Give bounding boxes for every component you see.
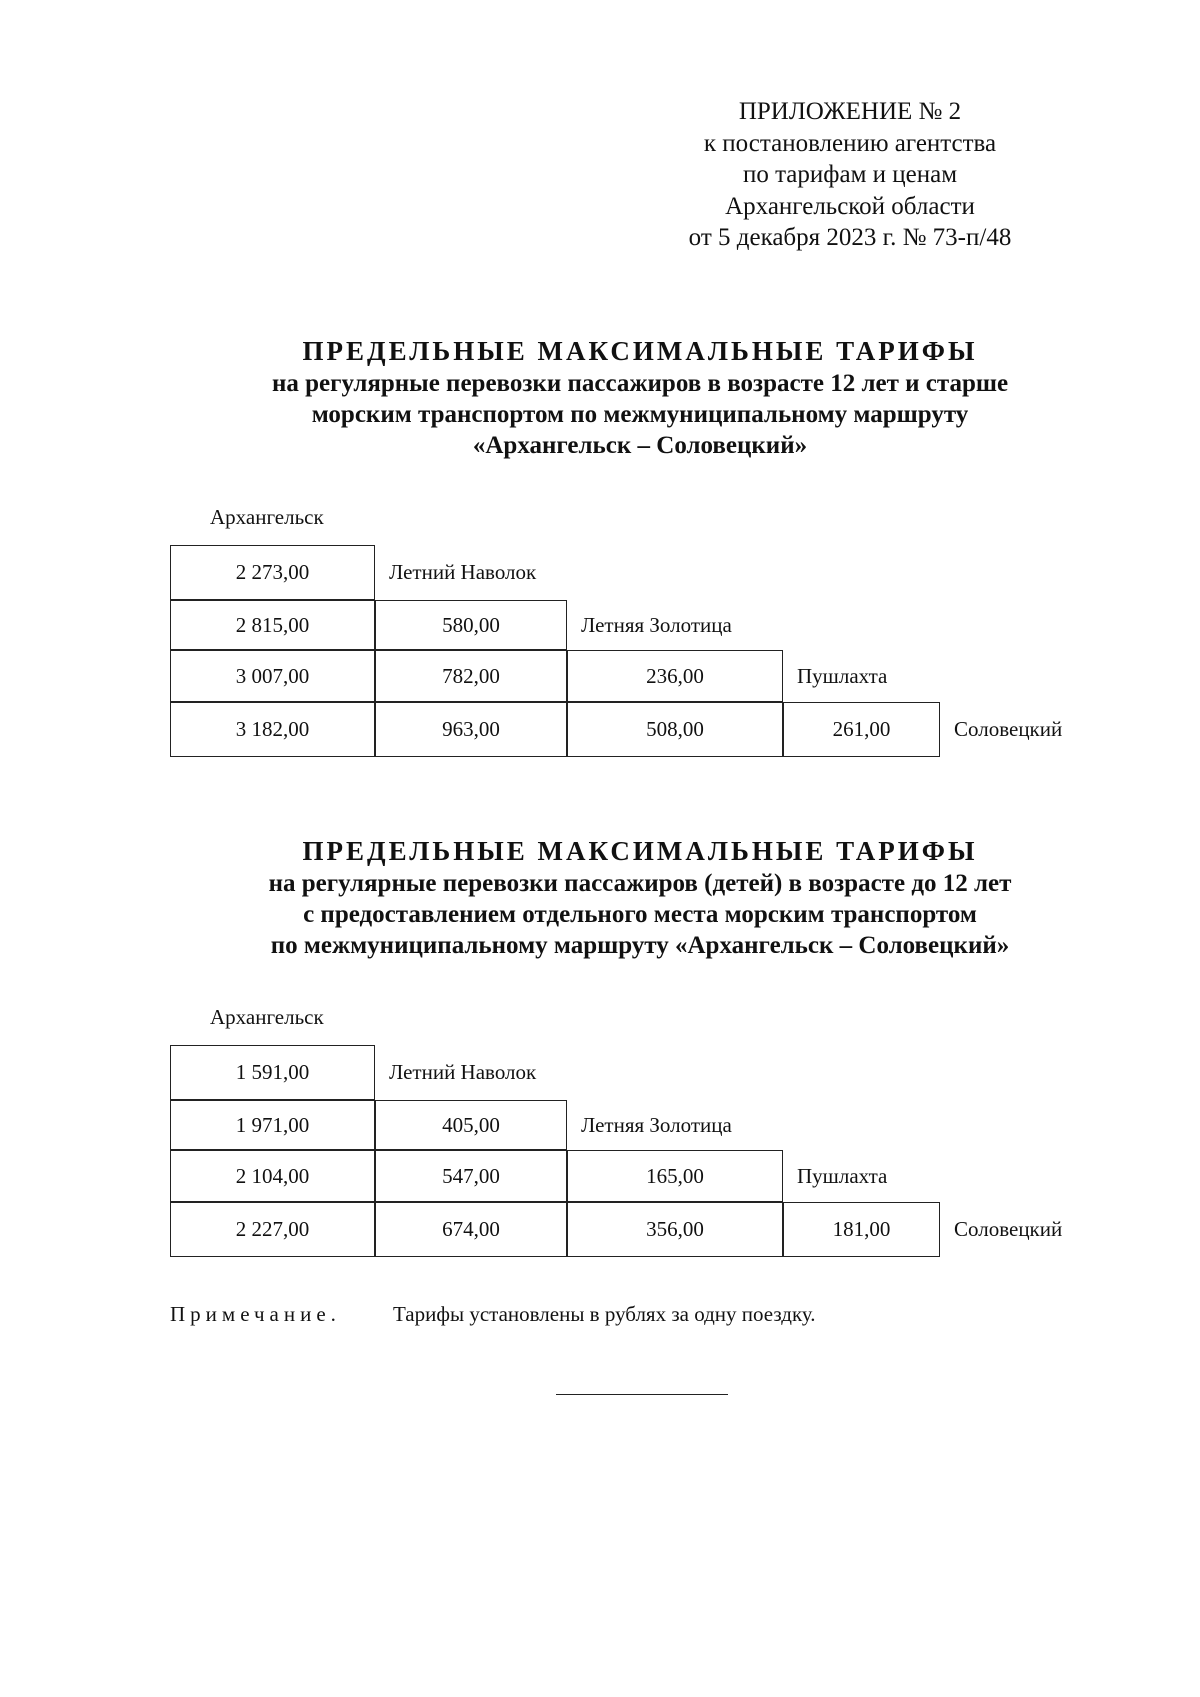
section1-heading <box>150 334 1130 461</box>
appendix-line: Архангельской области <box>725 192 975 220</box>
section2-subtitle-line: с предоставлением отдельного места морским транспортом <box>303 901 977 928</box>
stop-label: Летний Наволок <box>389 560 537 584</box>
appendix-line: к постановлению агентства <box>703 129 997 157</box>
fare-cell: 2 273,00 <box>170 545 375 600</box>
origin-label: Архангельск <box>210 1005 324 1029</box>
note-text: Тарифы установлены в рублях за одну поездку. <box>393 1302 816 1326</box>
section2-title: ПРЕДЕЛЬНЫЕ МАКСИМАЛЬНЫЕ ТАРИФЫ <box>302 836 978 866</box>
appendix-line: по тарифам и ценам <box>742 161 958 188</box>
fare-cell: 405,00 <box>375 1100 567 1150</box>
fare-cell: 2 104,00 <box>170 1150 375 1202</box>
fare-cell: 3 182,00 <box>170 702 375 757</box>
stop-label: Пушлахта <box>797 1163 888 1188</box>
section2-subtitle-line: по межмуниципальному маршруту «Архангельск – Соловецкий» <box>270 932 1010 959</box>
fare-cell: 236,00 <box>567 650 783 702</box>
note-label: Примечание. <box>170 1302 341 1326</box>
stop-label: Летняя Золотица <box>581 612 732 637</box>
section1-title: ПРЕДЕЛЬНЫЕ МАКСИМАЛЬНЫЕ ТАРИФЫ <box>302 336 978 366</box>
closing-rule <box>556 1394 728 1395</box>
fare-cell: 2 815,00 <box>170 600 375 650</box>
fare-cell: 165,00 <box>567 1150 783 1202</box>
fare-cell: 1 591,00 <box>170 1045 375 1100</box>
fare-cell: 782,00 <box>375 650 567 702</box>
appendix-date-number: от 5 декабря 2023 г. № 73-п/48 <box>688 224 1012 251</box>
fare-cell: 580,00 <box>375 600 567 650</box>
origin-label: Архангельск <box>210 505 324 529</box>
section1-subtitle-line: на регулярные перевозки пассажиров в возрасте 12 лет и старше <box>271 370 1009 397</box>
stop-label: Летний Наволок <box>389 1060 537 1084</box>
stop-label: Соловецкий <box>954 1217 1063 1241</box>
section2-fare-table <box>170 1005 1130 1270</box>
appendix-header <box>660 96 1040 254</box>
fare-cell: 674,00 <box>375 1202 567 1257</box>
section1-subtitle-line: морским транспортом по межмуниципальному маршруту <box>311 401 969 428</box>
section1-subtitle-line: «Архангельск – Соловецкий» <box>472 432 808 459</box>
section2-subtitle-line: на регулярные перевозки пассажиров (детей) в возрасте до 12 лет <box>268 870 1012 897</box>
stop-label: Летняя Золотица <box>581 1112 732 1137</box>
fare-cell: 356,00 <box>567 1202 783 1257</box>
fare-cell: 547,00 <box>375 1150 567 1202</box>
stop-label: Пушлахта <box>797 663 888 688</box>
section1-fare-table <box>170 505 1130 770</box>
fare-cell: 181,00 <box>783 1202 940 1257</box>
fare-cell: 3 007,00 <box>170 650 375 702</box>
fare-cell: 261,00 <box>783 702 940 757</box>
note <box>170 1302 816 1327</box>
fare-cell: 963,00 <box>375 702 567 757</box>
fare-cell: 1 971,00 <box>170 1100 375 1150</box>
stop-label: Соловецкий <box>954 717 1063 741</box>
appendix-number: ПРИЛОЖЕНИЕ № 2 <box>738 98 962 125</box>
fare-cell: 508,00 <box>567 702 783 757</box>
fare-cell: 2 227,00 <box>170 1202 375 1257</box>
section2-heading <box>150 834 1130 961</box>
